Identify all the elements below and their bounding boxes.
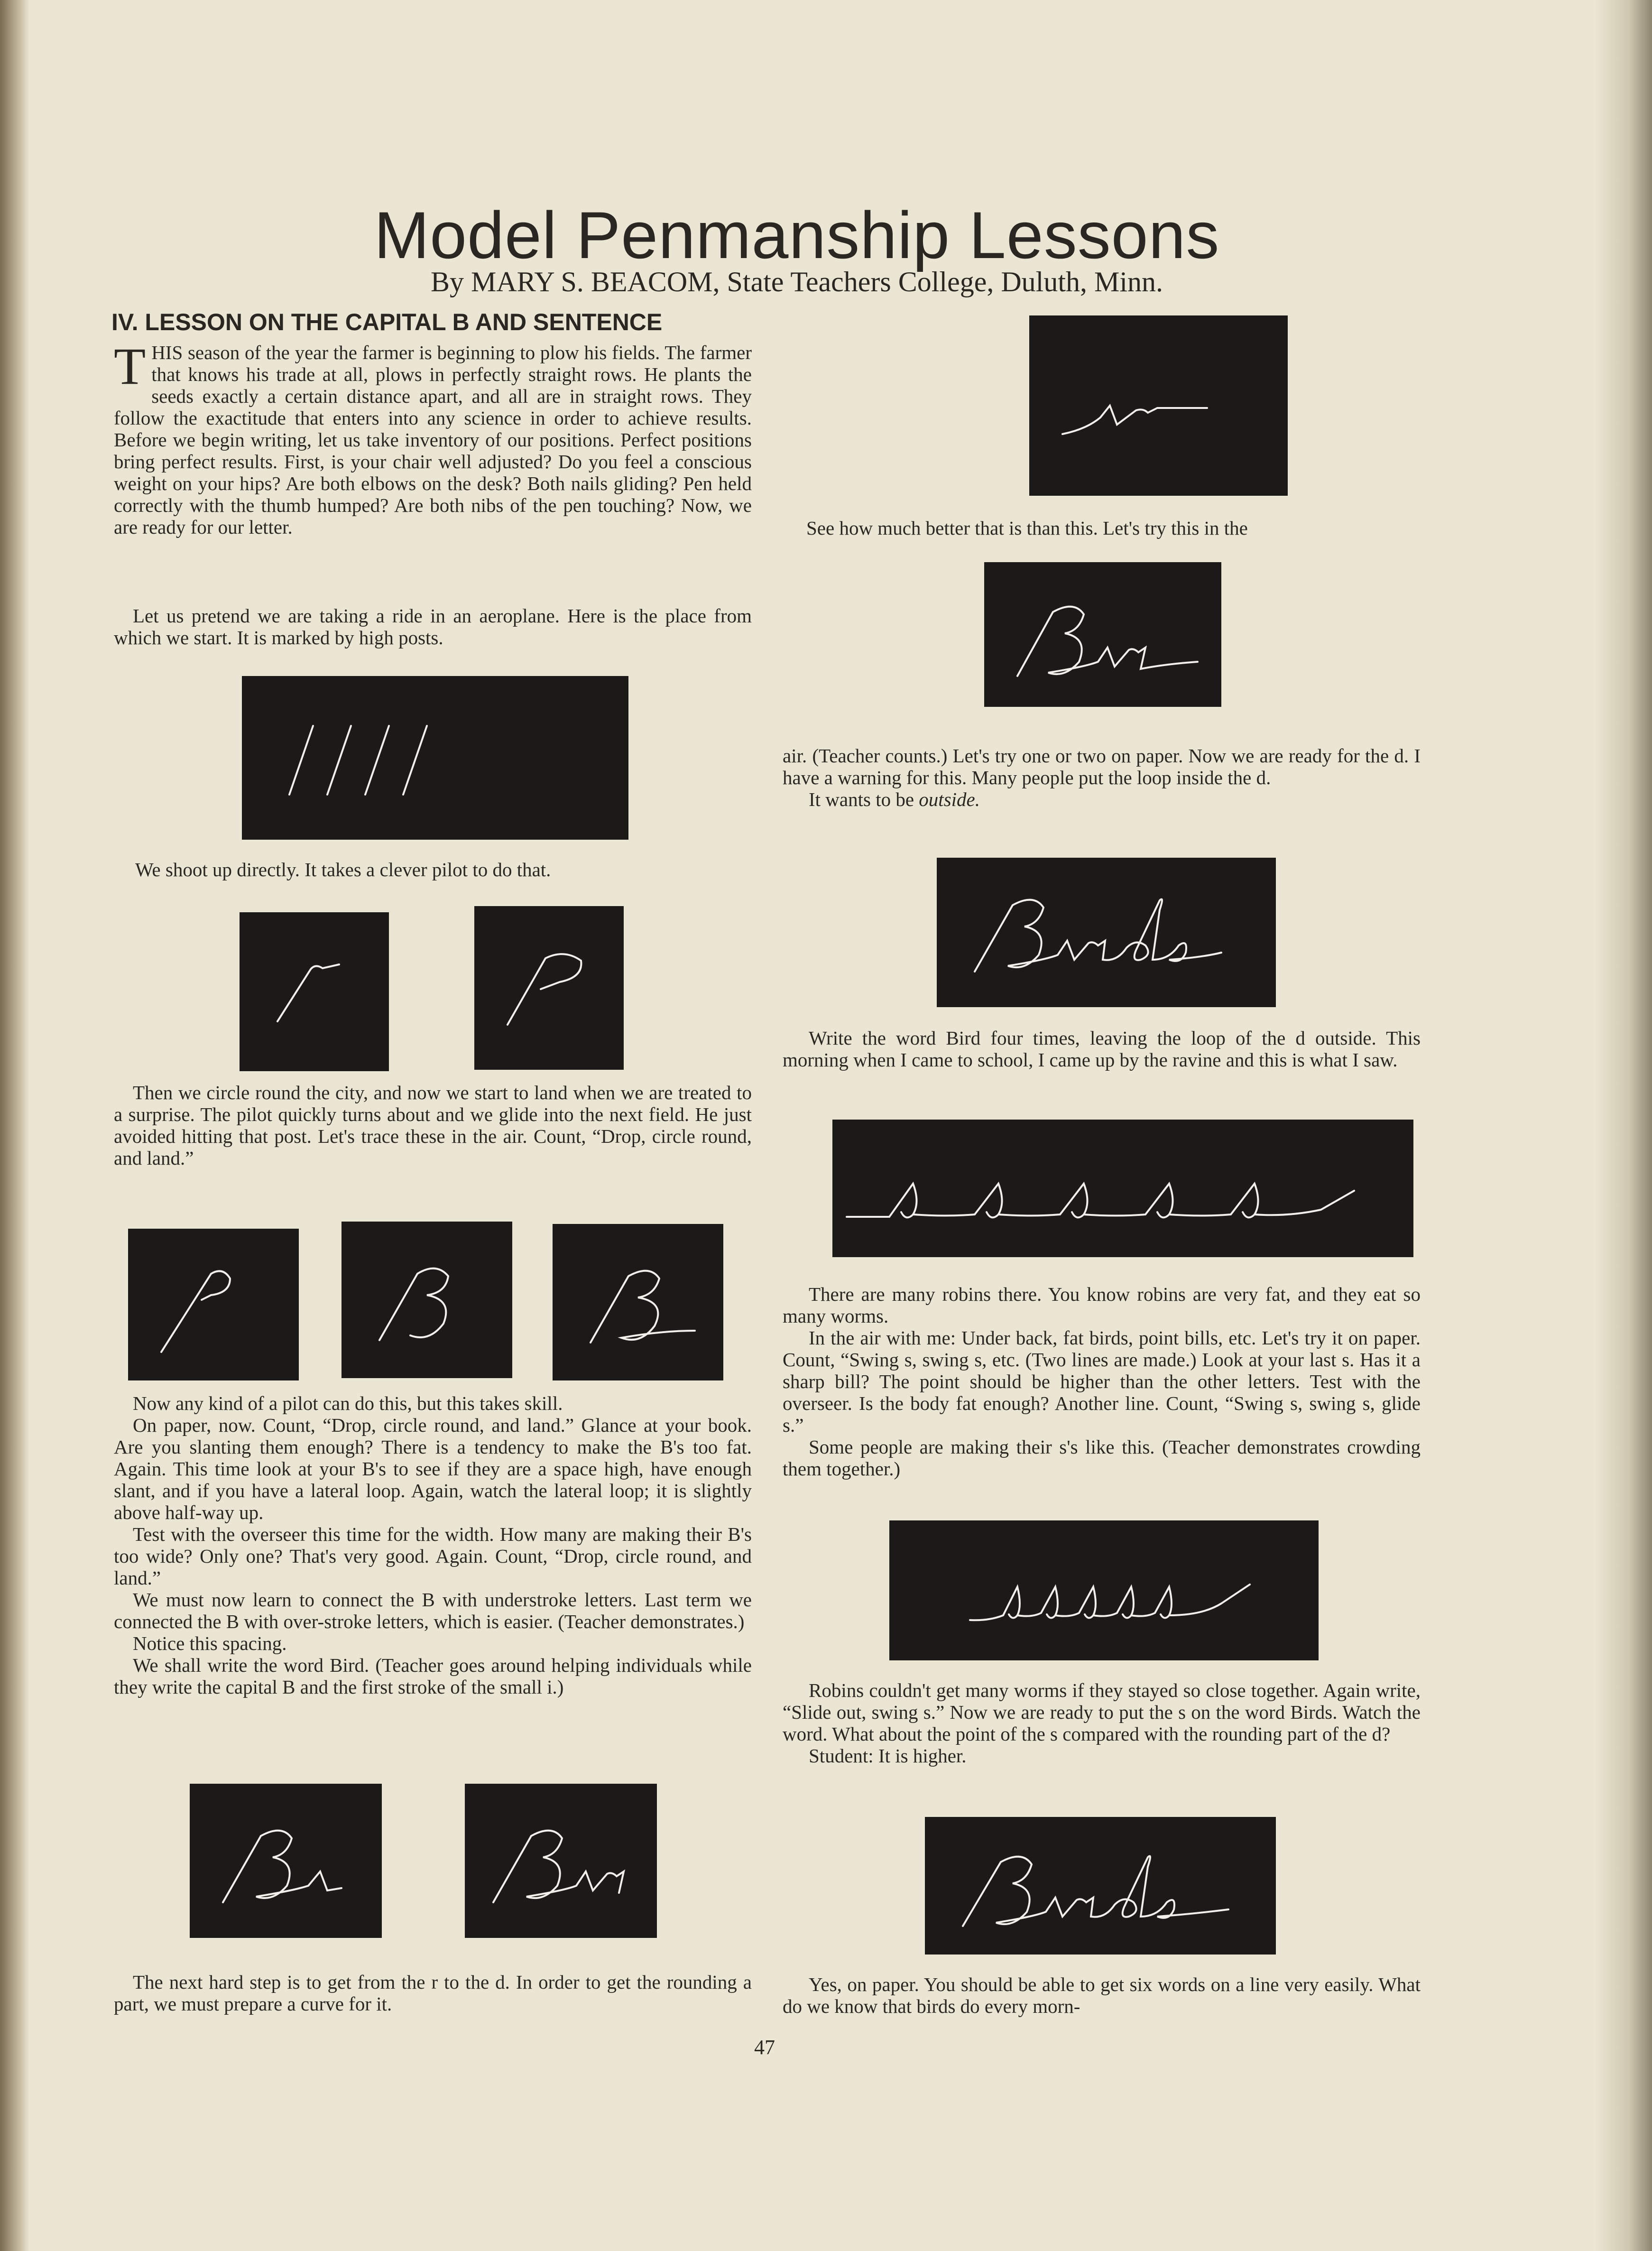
plate-r-curve — [1029, 315, 1288, 496]
byline: By MARY S. BEACOM, State Teachers College, Duluth, Minn. — [430, 266, 1163, 297]
plate-s-row-crowded — [889, 1520, 1319, 1660]
skill-line-1: Now any kind of a pilot can do this, but this takes skill. — [133, 1392, 563, 1414]
paragraph-circle-city: Then we circle round the city, and now we start to land when we are treated to a surprise. The pilot quickly turns about and we glide into the next field. He just avoided hitting that post. Let's trace these in the air. Count, “Drop, circle round, and land.” — [114, 1082, 752, 1169]
article-title: Model Penmanship Lessons — [374, 198, 1220, 272]
paragraph-aeroplane: Let us pretend we are taking a ride in an aeroplane. Here is the place from which we start. It is marked by high posts. — [114, 605, 752, 648]
plate-birds-final — [925, 1817, 1276, 1955]
page-edge — [1595, 0, 1652, 2251]
plate-b-drop — [128, 1229, 299, 1380]
paragraph-shoot-up: We shoot up directly. It takes a clever pilot to do that. — [135, 859, 551, 880]
plate-b-full — [553, 1224, 723, 1380]
skill-line-3: Test with the overseer this time for the width. How many are making their B's too wide? Only one? That's very good. Again. Count, “Drop, circle round, and land.” — [114, 1523, 752, 1589]
plate-bir-right — [984, 562, 1221, 707]
paragraph-intro — [114, 337, 752, 538]
book-gutter — [0, 0, 29, 2251]
robins-line-2: In the air with me: Under back, fat birds, point bills, etc. Let's try it on paper. Count, “Swing s, swing s, etc. (Two lines are made.) Look at your last s. Has it a sharp bill? The point should be higher than the other letters. Test with the overseer. Is the body fat enough? Another line. Count, “Swing s, swing s, glide s.” — [783, 1327, 1421, 1436]
plate-s-row-wide — [832, 1120, 1413, 1257]
plate-b-circle — [341, 1222, 512, 1378]
skill-line-5: Notice this spacing. — [133, 1632, 287, 1654]
paragraph-skill — [114, 1392, 752, 1698]
plate-bir — [465, 1784, 657, 1938]
paragraph-robins-close — [783, 1679, 1421, 1767]
paragraph-better: See how much better that is than this. Let's try this in the — [806, 517, 1248, 539]
robins-line-1: There are many robins there. You know robins are very fat, and they eat so many worms. — [783, 1283, 1421, 1327]
air-counts-text: It wants to be — [809, 788, 914, 810]
page-number: 47 — [754, 2036, 775, 2059]
paragraph-on-paper: Yes, on paper. You should be able to get six words on a line very easily. What do we know that birds do every morn- — [783, 1973, 1421, 2017]
plate-posts — [242, 676, 628, 840]
air-counts-line-2 — [783, 788, 1421, 810]
paragraph-intro-text: HIS season of the year the farmer is beginning to plow his fields. The farmer that knows his trade at all, plows in perfectly straight rows. He plants the seeds exactly a certain distance apart, and all are in straight rows. They follow the exactitude that enters into any science in order to achieve results. Before we begin writing, let us take inventory of our positions. Perfect positions bring perfect results. First, is your chair well adjusted? Do you feel a conscious weight on your hips? Are both elbows on the desk? Both nails gliding? Pen held correctly with the thumb humped? Are both nibs of the pen touching? Now, we are ready for our letter. — [114, 342, 752, 538]
skill-line-4: We must now learn to connect the B with understroke letters. Last term we connected the B with over-stroke letters, which is easier. (Teacher demonstrates.) — [114, 1589, 752, 1632]
plate-bi — [190, 1784, 382, 1938]
section-heading: IV. LESSON ON THE CAPITAL B AND SENTENCE — [111, 309, 663, 335]
robins-close-text: Robins couldn't get many worms if they stayed so close together. Again write, “Slide out, swing s.” Now we are ready to put the s on the word Birds. Watch the word. What about the point of the s compared with the rounding part of the d? — [783, 1679, 1421, 1745]
drop-cap: T — [114, 337, 146, 395]
paragraph-robins — [783, 1283, 1421, 1480]
skill-line-6: We shall write the word Bird. (Teacher goes around helping individuals while they write the capital B and the first stroke of the small i.) — [114, 1654, 752, 1698]
paragraph-air-counts — [783, 745, 1421, 810]
paragraph-next-step: The next hard step is to get from the r to the d. In order to get the rounding a part, we must prepare a curve for it. — [114, 1971, 752, 2015]
air-counts-line-1: air. (Teacher counts.) Let's try one or two on paper. Now we are ready for the d. I have a warning for this. Many people put the loop inside the d. — [783, 745, 1421, 788]
plate-p-loop — [474, 906, 624, 1070]
skill-line-2: On paper, now. Count, “Drop, circle round, and land.” Glance at your book. Are you slanting them enough? There is a tendency to make the B's too fat. Again. This time look at your B's to see if they are a space high, have enough slant, and if you have a lateral loop. Again, watch the lateral loop; it is slightly above half-way up. — [114, 1414, 752, 1523]
paragraph-write-bird: Write the word Bird four times, leaving the loop of the d outside. This morning when I came to school, I came up by the ravine and this is what I saw. — [783, 1027, 1421, 1071]
outside-emphasis: outside. — [919, 788, 980, 810]
robins-line-3: Some people are making their s's like this. (Teacher demonstrates crowding them together.) — [783, 1436, 1421, 1480]
plate-r-upstroke — [240, 912, 389, 1071]
student-answer: Student: It is higher. — [809, 1745, 967, 1767]
plate-birds — [937, 858, 1276, 1007]
